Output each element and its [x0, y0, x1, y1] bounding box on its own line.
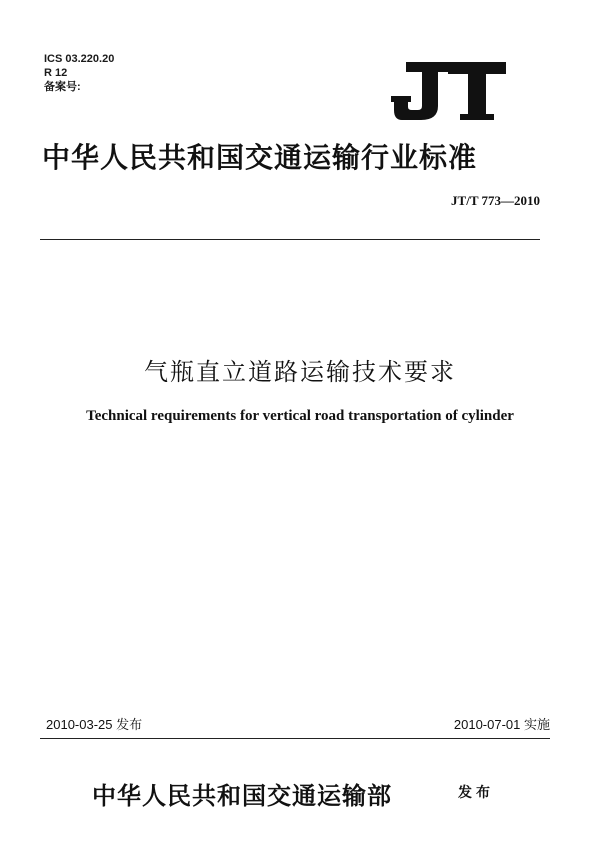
- logo-letter-t: [448, 62, 506, 120]
- issue-date: 2010-03-25 发布: [46, 717, 143, 732]
- publish-label: 发布: [458, 785, 494, 801]
- ics-code: ICS 03.220.20: [44, 53, 115, 65]
- category-code: R 12: [44, 67, 68, 79]
- implementation-date: 2010-07-01 实施: [453, 717, 550, 732]
- header-divider: [40, 239, 540, 240]
- jt-logo: [388, 60, 508, 122]
- footer-divider: [40, 738, 550, 739]
- classification-block: [44, 52, 114, 94]
- publisher-name: 中华人民共和国交通运输部: [92, 782, 392, 810]
- issuing-authority-heading: 中华人民共和国交通运输行业标准: [42, 141, 478, 174]
- logo-letter-j: [391, 62, 450, 120]
- filing-number-label: 备案号:: [44, 81, 81, 93]
- standard-number: JT/T 773—2010: [451, 193, 540, 208]
- document-title-english: Technical requirements for vertical road transportation of cylinder: [86, 408, 514, 424]
- jt-logo-graphic: [388, 60, 508, 122]
- document-title-chinese: 气瓶直立道路运输技术要求: [144, 358, 456, 386]
